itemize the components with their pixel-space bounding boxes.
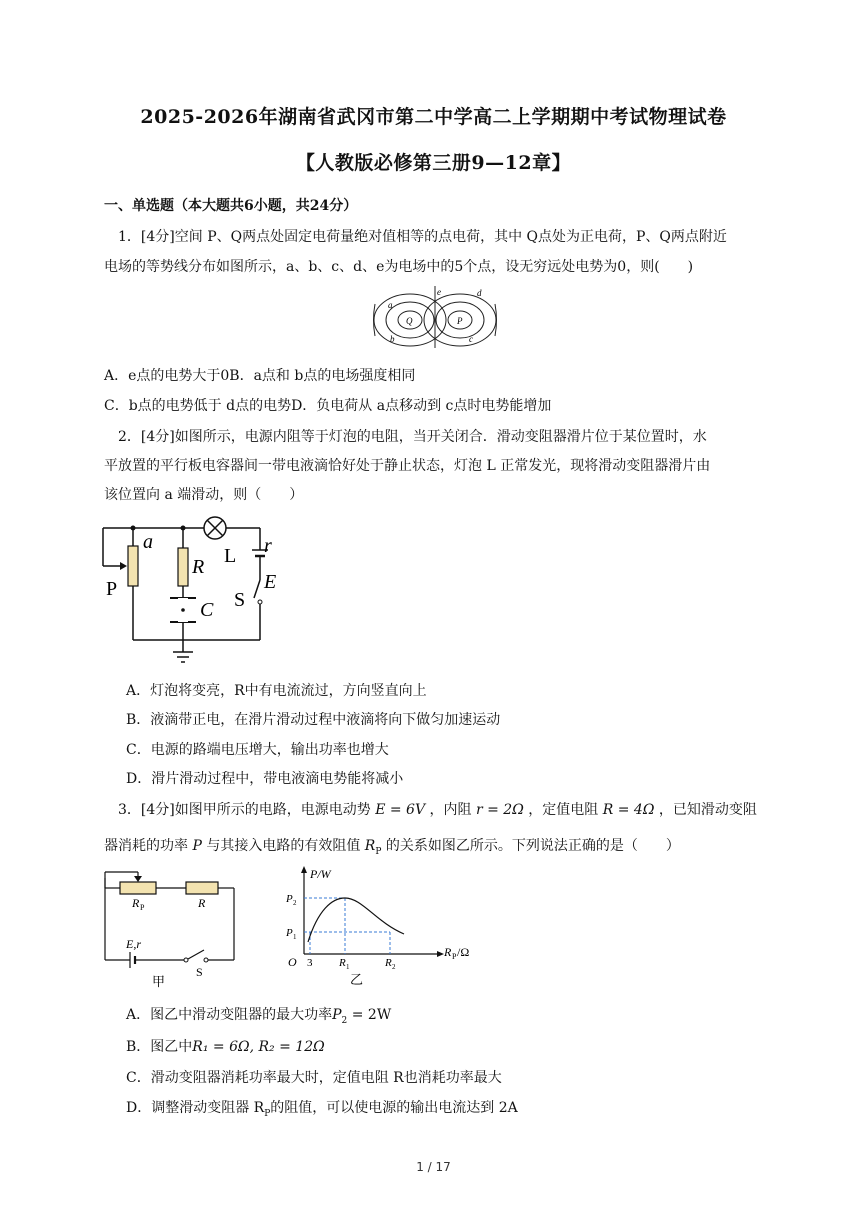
q3-line2	[104, 836, 680, 862]
q1-equipotential-figure	[370, 284, 500, 350]
q3-option-b-math: R₁ = 6Ω, R₂ = 12Ω	[192, 1039, 325, 1055]
q3-line2-part1: 器消耗的功率	[104, 838, 188, 854]
q3-graph-origin: O	[288, 955, 297, 969]
q3-option-a-sub: 2	[341, 1015, 348, 1026]
exam-title: 2025-2026年湖南省武冈市第二中学高二上学期期中考试物理试卷	[140, 106, 727, 128]
q3-jia-r: R	[198, 896, 206, 910]
q1-label-a: a	[388, 300, 393, 310]
q1-label-b: b	[390, 334, 395, 344]
q2-line3: 该位置向 a 端滑动，则（ ）	[104, 487, 304, 503]
q3-option-c: C．滑动变阻器消耗功率最大时，定值电阻 R也消耗功率最大	[126, 1070, 502, 1086]
q1-label-Q: Q	[406, 316, 413, 326]
q3-line2-part2: 与其接入电路的有效阻值	[206, 838, 361, 854]
q3-power-symbol: P	[192, 838, 202, 854]
q3-emf: E = 6V	[375, 802, 426, 818]
q3-jia-rp: R	[132, 896, 140, 910]
q2-label-R: R	[192, 556, 205, 578]
q2-label-S: S	[234, 589, 246, 611]
q3-fixed-resistance: R = 4Ω	[602, 802, 655, 818]
q1-label-e: e	[437, 287, 441, 297]
q1-label-c: c	[469, 334, 473, 344]
q3-graph-xaxis-sub: P	[452, 952, 457, 961]
q3-graph-tick-r2-sub: 2	[392, 963, 396, 971]
q3-graph-caption: 乙	[350, 972, 364, 987]
q1-label-P: P	[457, 316, 463, 326]
q3-switch-icon	[184, 958, 188, 962]
q3-line1-part4: ，已知滑动变阻	[658, 802, 757, 818]
q3-option-b	[126, 1037, 325, 1057]
q3-graph-tick-p2: P	[286, 893, 293, 905]
q3-jia-s: S	[196, 965, 203, 979]
q3-graph-xaxis-unit: /Ω	[457, 945, 470, 959]
q2-label-a: a	[143, 531, 153, 553]
q3-resistor-icon	[186, 882, 218, 894]
q2-label-E: E	[264, 571, 277, 593]
q2-option-c: C．电源的路端电压增大，输出功率也增大	[126, 742, 389, 758]
q2-circuit-figure	[98, 510, 288, 670]
q2-label-C: C	[200, 599, 214, 621]
q3-internal-resistance: r = 2Ω	[475, 802, 524, 818]
q3-circuit-jia	[100, 868, 245, 990]
q3-graph-tick-3: 3	[307, 957, 313, 969]
q3-graph-tick-p2-sub: 2	[293, 899, 297, 907]
q3-option-a-p: P	[332, 1007, 342, 1023]
page-number: 1 / 17	[416, 1160, 451, 1174]
q3-option-d-text2: 的阻值，可以使电源的输出电流达到 2A	[270, 1100, 518, 1116]
q3-graph-tick-r1-sub: 1	[346, 963, 350, 971]
q3-power-curve	[308, 898, 404, 942]
q3-graph-tick-r2: R	[385, 957, 392, 969]
exam-subtitle: 【人教版必修第三册9—12章】	[295, 152, 572, 174]
q1-label-d: d	[477, 288, 482, 298]
q3-option-d-text: D．调整滑动变阻器 R	[126, 1100, 265, 1116]
q1-line1: 1．[4分]空间 P、Q两点处固定电荷量绝对值相等的点电荷，其中 Q点处为正电荷，P、Q两点附近	[118, 229, 727, 245]
q3-option-d	[126, 1098, 518, 1124]
q1-options-cd: C．b点的电势低于 d点的电势D．负电荷从 a点移动到 c点时电势能增加	[104, 398, 552, 414]
q2-label-r: r	[264, 535, 272, 557]
q3-option-a-text: A．图乙中滑动变阻器的最大功率	[126, 1007, 333, 1023]
q3-graph-xaxis-label: R	[444, 945, 452, 959]
q3-jia-caption: 甲	[152, 974, 166, 989]
q2-option-d: D．滑片滑动过程中，带电液滴电势能将减小	[126, 771, 404, 787]
q3-graph-tick-p1-sub: 1	[293, 933, 297, 941]
q2-label-L: L	[224, 545, 237, 567]
q3-option-b-text: B．图乙中	[126, 1039, 193, 1055]
q3-graph-yi	[280, 860, 470, 990]
resistor-icon	[178, 548, 188, 586]
q3-jia-er: E,r	[126, 937, 141, 951]
q2-line2: 平放置的平行板电容器间一带电液滴恰好处于静止状态，灯泡 L 正常发光，现将滑动变阻器滑片由	[104, 458, 711, 474]
q3-graph-tick-p1: P	[286, 927, 293, 939]
q1-options-ab: A．e点的电势大于0B．a点和 b点的电场强度相同	[104, 368, 416, 384]
q1-line2: 电场的等势线分布如图所示，a、b、c、d、e为电场中的5个点，设无穷远处电势为0，则( )	[104, 259, 694, 275]
q3-option-a	[126, 1005, 391, 1031]
q3-rheostat-icon	[120, 882, 156, 894]
q3-rp-symbol: R	[364, 838, 376, 854]
q2-option-a: A．灯泡将变亮，R中有电流流过，方向竖直向上	[126, 683, 427, 699]
switch-icon	[254, 580, 260, 598]
q2-line1: 2．[4分]如图所示，电源内阻等于灯泡的电阻，当开关闭合．滑动变阻器滑片位于某位置时，水	[118, 429, 707, 445]
q2-label-P: P	[106, 578, 118, 600]
q3-line1-part1: 3．[4分]如图甲所示的电路，电源电动势	[118, 802, 371, 818]
q3-option-d-sub: P	[264, 1108, 271, 1119]
q3-line1-part3: ，定值电阻	[528, 802, 599, 818]
q3-graph-tick-r1: R	[339, 957, 346, 969]
rheostat-icon	[128, 546, 138, 586]
section-heading: 一、单选题（本大题共6小题，共24分）	[104, 198, 358, 214]
q3-line1-part2: ，内阻	[429, 802, 472, 818]
q3-rp-sub: P	[375, 846, 382, 857]
q3-jia-rp-sub: P	[140, 903, 145, 912]
q3-graph-yaxis-label: P/W	[310, 867, 331, 881]
q3-option-a-value: = 2W	[347, 1007, 392, 1023]
q3-line1	[118, 800, 757, 820]
q3-line2-part3: 的关系如图乙所示。下列说法正确的是（ ）	[385, 838, 680, 854]
q2-option-b: B．液滴带正电，在滑片滑动过程中液滴将向下做匀加速运动	[126, 712, 501, 728]
